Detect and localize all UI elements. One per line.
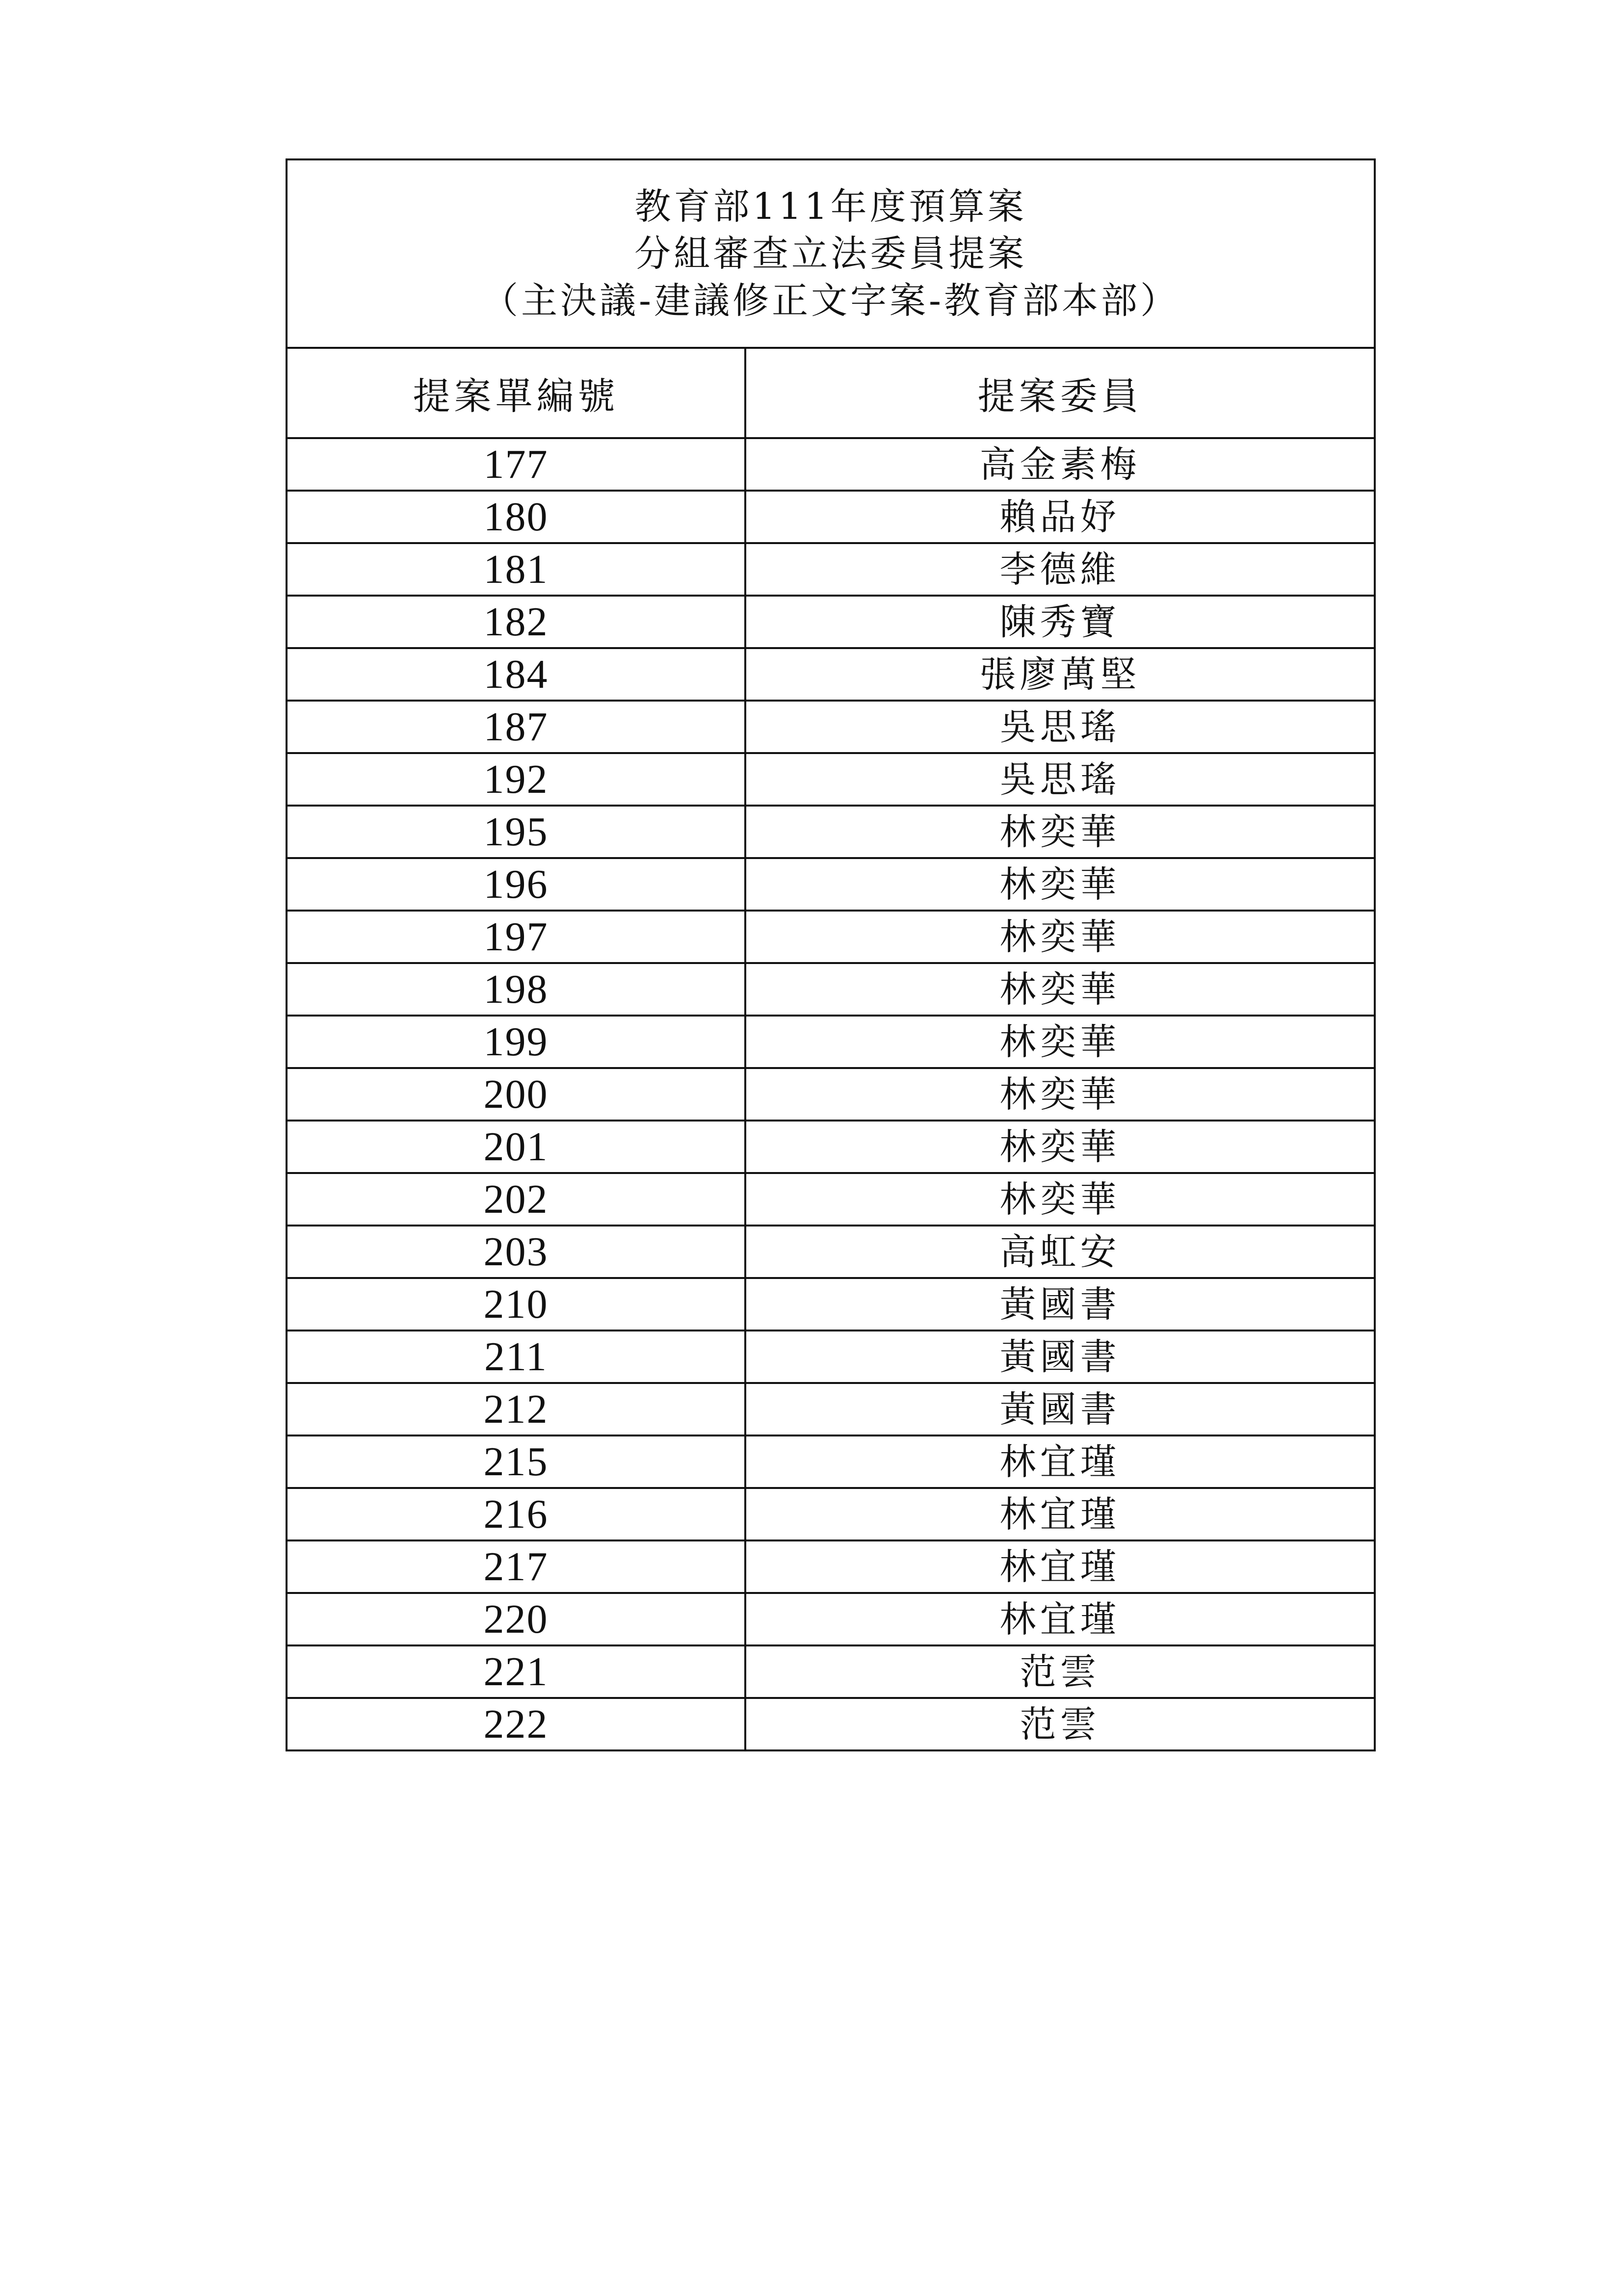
proposer-name-cell: 吳思瑤: [745, 753, 1375, 806]
table-row: [287, 1698, 1375, 1750]
table-title: [287, 159, 1375, 348]
proposer-name-cell: 高金素梅: [745, 438, 1375, 491]
proposal-number-cell: 217: [287, 1540, 745, 1593]
table-row: [287, 491, 1375, 543]
proposal-number-cell: 221: [287, 1645, 745, 1698]
title-line-3: （主決議-建議修正文字案-教育部本部）: [482, 280, 1180, 322]
table-row: [287, 648, 1375, 701]
table-row: [287, 543, 1375, 596]
proposal-number-cell: 182: [287, 596, 745, 648]
proposal-number-cell: 220: [287, 1593, 745, 1645]
proposal-number-cell: 212: [287, 1383, 745, 1435]
table-row: [287, 1278, 1375, 1331]
table-row: [287, 1645, 1375, 1698]
table-row: [287, 596, 1375, 648]
table-row: [287, 963, 1375, 1016]
proposer-name-cell: 林奕華: [745, 911, 1375, 963]
proposal-number-cell: 202: [287, 1173, 745, 1226]
proposer-name-cell: 張廖萬堅: [745, 648, 1375, 701]
proposer-name-cell: 林奕華: [745, 1121, 1375, 1173]
proposer-name-cell: 林奕華: [745, 858, 1375, 911]
proposal-number-cell: 222: [287, 1698, 745, 1750]
table-row: [287, 1383, 1375, 1435]
table-row: [287, 858, 1375, 911]
proposer-name-cell: 林奕華: [745, 963, 1375, 1016]
table-row: [287, 911, 1375, 963]
proposer-name-cell: 吳思瑤: [745, 701, 1375, 753]
proposer-name-cell: 林宜瑾: [745, 1435, 1375, 1488]
proposer-name-cell: 林宜瑾: [745, 1488, 1375, 1540]
proposer-name-cell: 李德維: [745, 543, 1375, 596]
table-body: [287, 438, 1375, 1750]
proposer-name-cell: 高虹安: [745, 1226, 1375, 1278]
proposal-table: [286, 158, 1376, 1751]
table-row: [287, 1593, 1375, 1645]
column-header-number: 提案單編號: [287, 348, 745, 438]
proposal-number-cell: 215: [287, 1435, 745, 1488]
table-row: [287, 1488, 1375, 1540]
proposal-number-cell: 216: [287, 1488, 745, 1540]
table-row: [287, 1121, 1375, 1173]
proposer-name-cell: 賴品妤: [745, 491, 1375, 543]
proposal-number-cell: 184: [287, 648, 745, 701]
proposer-name-cell: 林奕華: [745, 806, 1375, 858]
proposal-number-cell: 195: [287, 806, 745, 858]
title-line-1: 教育部111年度預算案: [634, 185, 1027, 228]
title-row: [287, 159, 1375, 348]
proposal-number-cell: 197: [287, 911, 745, 963]
table-row: [287, 753, 1375, 806]
proposer-name-cell: 林宜瑾: [745, 1593, 1375, 1645]
proposal-number-cell: 181: [287, 543, 745, 596]
proposer-name-cell: 黃國書: [745, 1278, 1375, 1331]
table-row: [287, 1331, 1375, 1383]
table-row: [287, 1016, 1375, 1068]
proposal-number-cell: 211: [287, 1331, 745, 1383]
proposer-name-cell: 范雲: [745, 1698, 1375, 1750]
proposer-name-cell: 林奕華: [745, 1068, 1375, 1121]
table-row: [287, 438, 1375, 491]
table-row: [287, 1540, 1375, 1593]
proposal-number-cell: 210: [287, 1278, 745, 1331]
table-row: [287, 806, 1375, 858]
proposal-number-cell: 177: [287, 438, 745, 491]
proposal-number-cell: 201: [287, 1121, 745, 1173]
table-row: [287, 1173, 1375, 1226]
header-row: [287, 348, 1375, 438]
table-row: [287, 1435, 1375, 1488]
column-header-member: 提案委員: [745, 348, 1375, 438]
proposal-number-cell: 198: [287, 963, 745, 1016]
proposer-name-cell: 范雲: [745, 1645, 1375, 1698]
proposal-number-cell: 203: [287, 1226, 745, 1278]
proposal-number-cell: 200: [287, 1068, 745, 1121]
table-row: [287, 1226, 1375, 1278]
proposer-name-cell: 林奕華: [745, 1016, 1375, 1068]
proposer-name-cell: 陳秀寶: [745, 596, 1375, 648]
proposer-name-cell: 黃國書: [745, 1331, 1375, 1383]
proposal-number-cell: 180: [287, 491, 745, 543]
title-line-2: 分組審查立法委員提案: [634, 233, 1027, 275]
table-row: [287, 701, 1375, 753]
proposer-name-cell: 林宜瑾: [745, 1540, 1375, 1593]
table-row: [287, 1068, 1375, 1121]
proposal-number-cell: 199: [287, 1016, 745, 1068]
proposal-number-cell: 187: [287, 701, 745, 753]
proposer-name-cell: 黃國書: [745, 1383, 1375, 1435]
proposal-number-cell: 192: [287, 753, 745, 806]
proposer-name-cell: 林奕華: [745, 1173, 1375, 1226]
proposal-number-cell: 196: [287, 858, 745, 911]
